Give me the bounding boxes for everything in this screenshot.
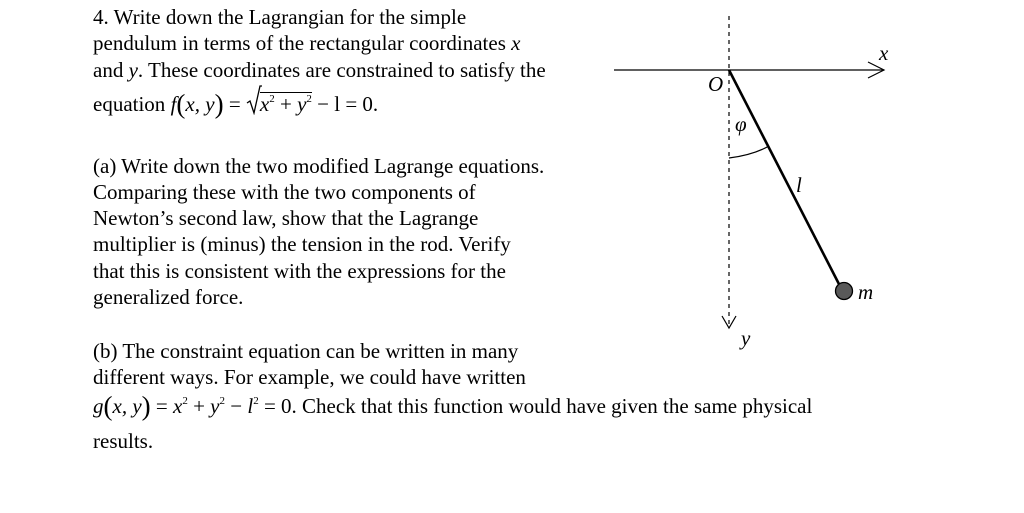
intro-text-2: pendulum in terms of the rectangular coordinates: [93, 31, 512, 55]
intro-text-1: 4. Write down the Lagrangian for the simple: [93, 5, 467, 29]
angle-arc: [729, 146, 769, 158]
g-y: y: [210, 394, 220, 418]
part-a-text-5: that this is consistent with the expressions for the: [93, 259, 506, 283]
part-b-text-1: (b) The constraint equation can be written in many: [93, 339, 519, 363]
part-a-text-4: multiplier is (minus) the tension in the rod. Verify: [93, 232, 511, 256]
sqrt-expression: $x^2 + y^2$: [246, 91, 312, 118]
pendulum-bob: [836, 283, 853, 300]
mass-label: m: [858, 280, 874, 304]
pendulum-rod: [729, 70, 841, 288]
g-exp-l: 2: [253, 395, 259, 407]
g-args: x, y: [112, 394, 142, 418]
g-tail: = 0. Check that this function would have given the same physical: [258, 394, 813, 418]
constraint-equation-g: g(x, $y) = x^2 + y^2 - l^2 = 0$. Check that this function would have given the same physical: [93, 391, 813, 421]
part-a-text-6: generalized force.: [93, 285, 244, 309]
part-b-text-2: different ways. For example, we could have written: [93, 365, 526, 389]
exp-x: 2: [269, 93, 275, 105]
constraint-equation-f: equation f(x, y) = $x^2 + y^2 - l = 0$.: [93, 91, 378, 118]
y-axis-label: y: [741, 326, 751, 350]
f-rest: − l = 0.: [311, 92, 379, 116]
f-args: x, y: [185, 92, 215, 116]
radicand-x: x: [259, 92, 270, 116]
part-b-end-text: results.: [93, 429, 154, 453]
part-a-text-3: Newton’s second law, show that the Lagrange: [93, 206, 479, 230]
origin-label: O: [708, 72, 724, 96]
f-name: f: [170, 92, 177, 116]
part-a-text-1: (a) Write down the two modified Lagrange equations.: [93, 154, 545, 178]
var-x: x: [511, 31, 521, 55]
x-axis-label: x: [879, 41, 889, 65]
intro-text-3: and: [93, 58, 129, 82]
g-name: g: [93, 394, 104, 418]
radicand-y: y: [297, 92, 307, 116]
g-exp-y: 2: [219, 395, 225, 407]
g-x: x: [173, 394, 183, 418]
intro-text-4: . These coordinates are constrained to satisfy the: [137, 58, 546, 82]
g-exp-x: 2: [182, 395, 188, 407]
var-y: y: [128, 58, 138, 82]
rod-length-label: l: [796, 173, 802, 197]
equation-label: equation: [93, 92, 171, 116]
angle-label: φ: [735, 112, 747, 136]
part-a-text-2: Comparing these with the two components of: [93, 180, 476, 204]
exp-y: 2: [306, 93, 312, 105]
g-l: l: [247, 394, 254, 418]
